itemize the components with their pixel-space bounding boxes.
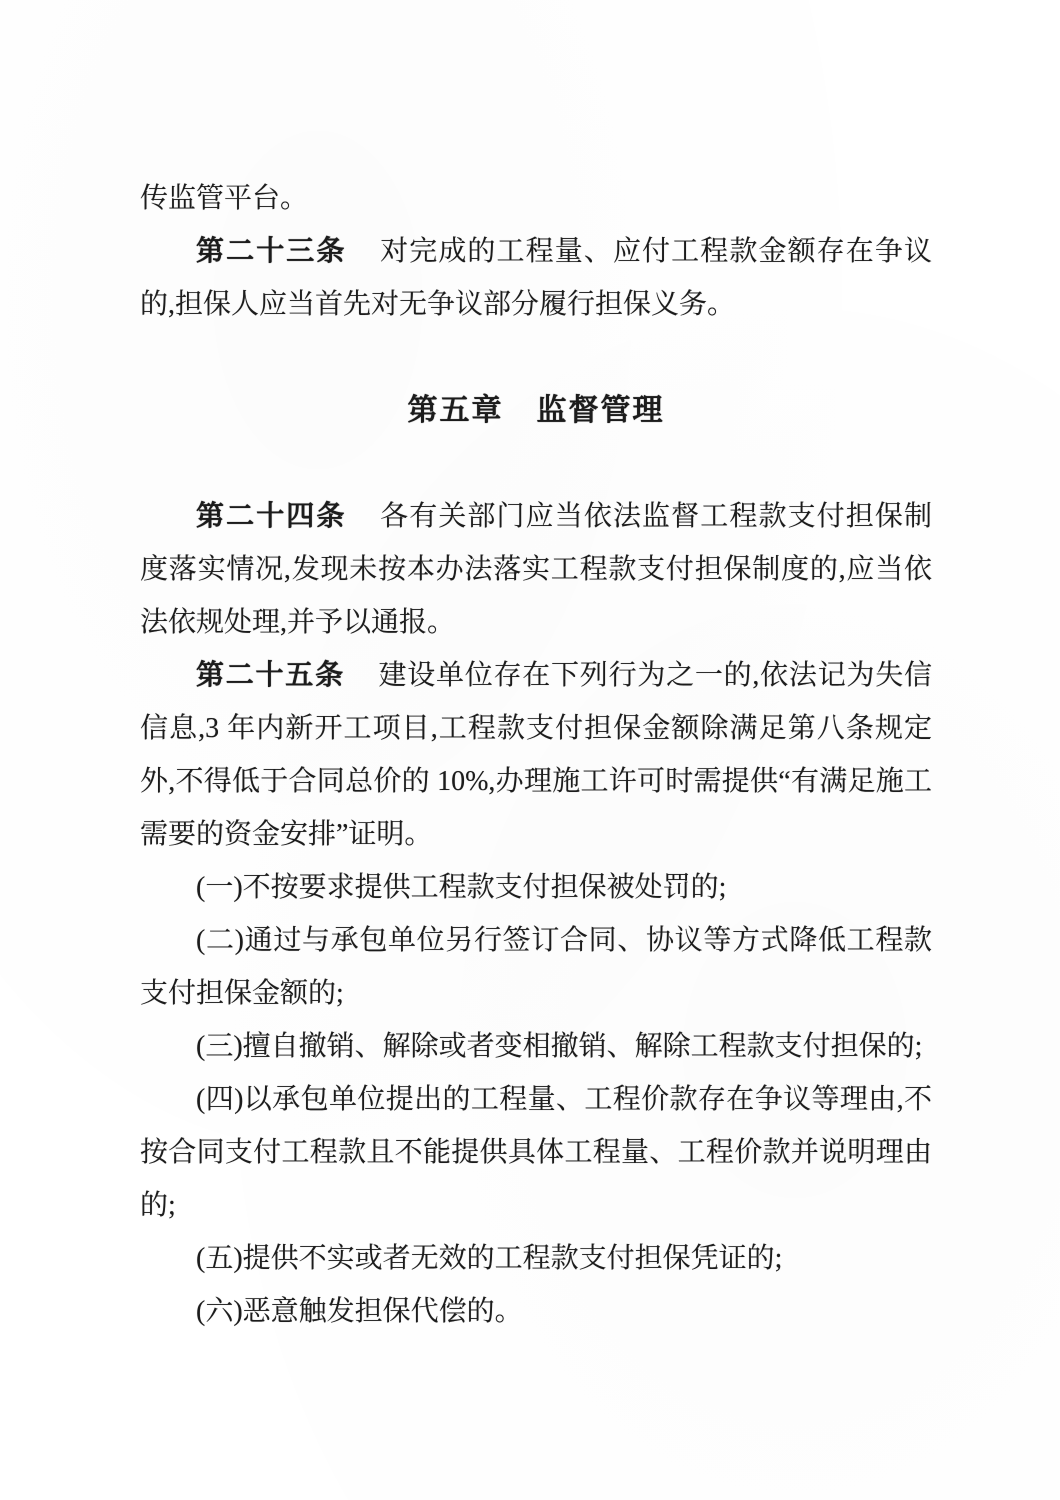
article-25-text: 建设单位存在下列行为之一的,依法记为失信信息,3 年内新开工项目,工程款支付担保金额除满足第八条规定外,不得低于合同总价的 10%,办理施工许可时需提供“有满足施工需要的资金安排”证明。 [140,660,932,850]
article-25-item-6: (六)恶意触发担保代偿的。 [196,1296,523,1327]
article-23-number: 第二十三条 [196,236,347,267]
chapter-heading [140,383,932,439]
continuation-paragraph: 传监管平台。 [140,183,309,214]
article-23-paragraph [140,225,932,331]
article-24-number: 第二十四条 [196,501,347,532]
chapter-number: 第五章 [407,394,504,427]
article-24-paragraph [140,490,932,649]
text-column [140,172,932,1338]
article-25-item-list [140,861,932,1338]
article-25-number: 第二十五条 [196,660,345,691]
article-25-item-1: (一)不按要求提供工程款支付担保被处罚的; [196,872,727,903]
article-25-item-4: (四)以承包单位提出的工程量、工程价款存在争议等理由,不按合同支付工程款且不能提供具体工程量、工程价款并说明理由的; [140,1084,932,1221]
article-25-item-5: (五)提供不实或者无效的工程款支付担保凭证的; [196,1243,783,1274]
article-25-item-3: (三)擅自撤销、解除或者变相撤销、解除工程款支付担保的; [196,1031,923,1062]
article-24-text: 各有关部门应当依法监督工程款支付担保制度落实情况,发现未按本办法落实工程款支付担保制度的,应当依法依规处理,并予以通报。 [140,501,932,638]
article-23-text: 对完成的工程量、应付工程款金额存在争议的,担保人应当首先对无争议部分履行担保义务。 [140,236,932,320]
chapter-title: 监督管理 [536,394,665,427]
article-25-item-2: (二)通过与承包单位另行签订合同、协议等方式降低工程款支付担保金额的; [140,925,932,1009]
article-25-paragraph [140,649,932,861]
